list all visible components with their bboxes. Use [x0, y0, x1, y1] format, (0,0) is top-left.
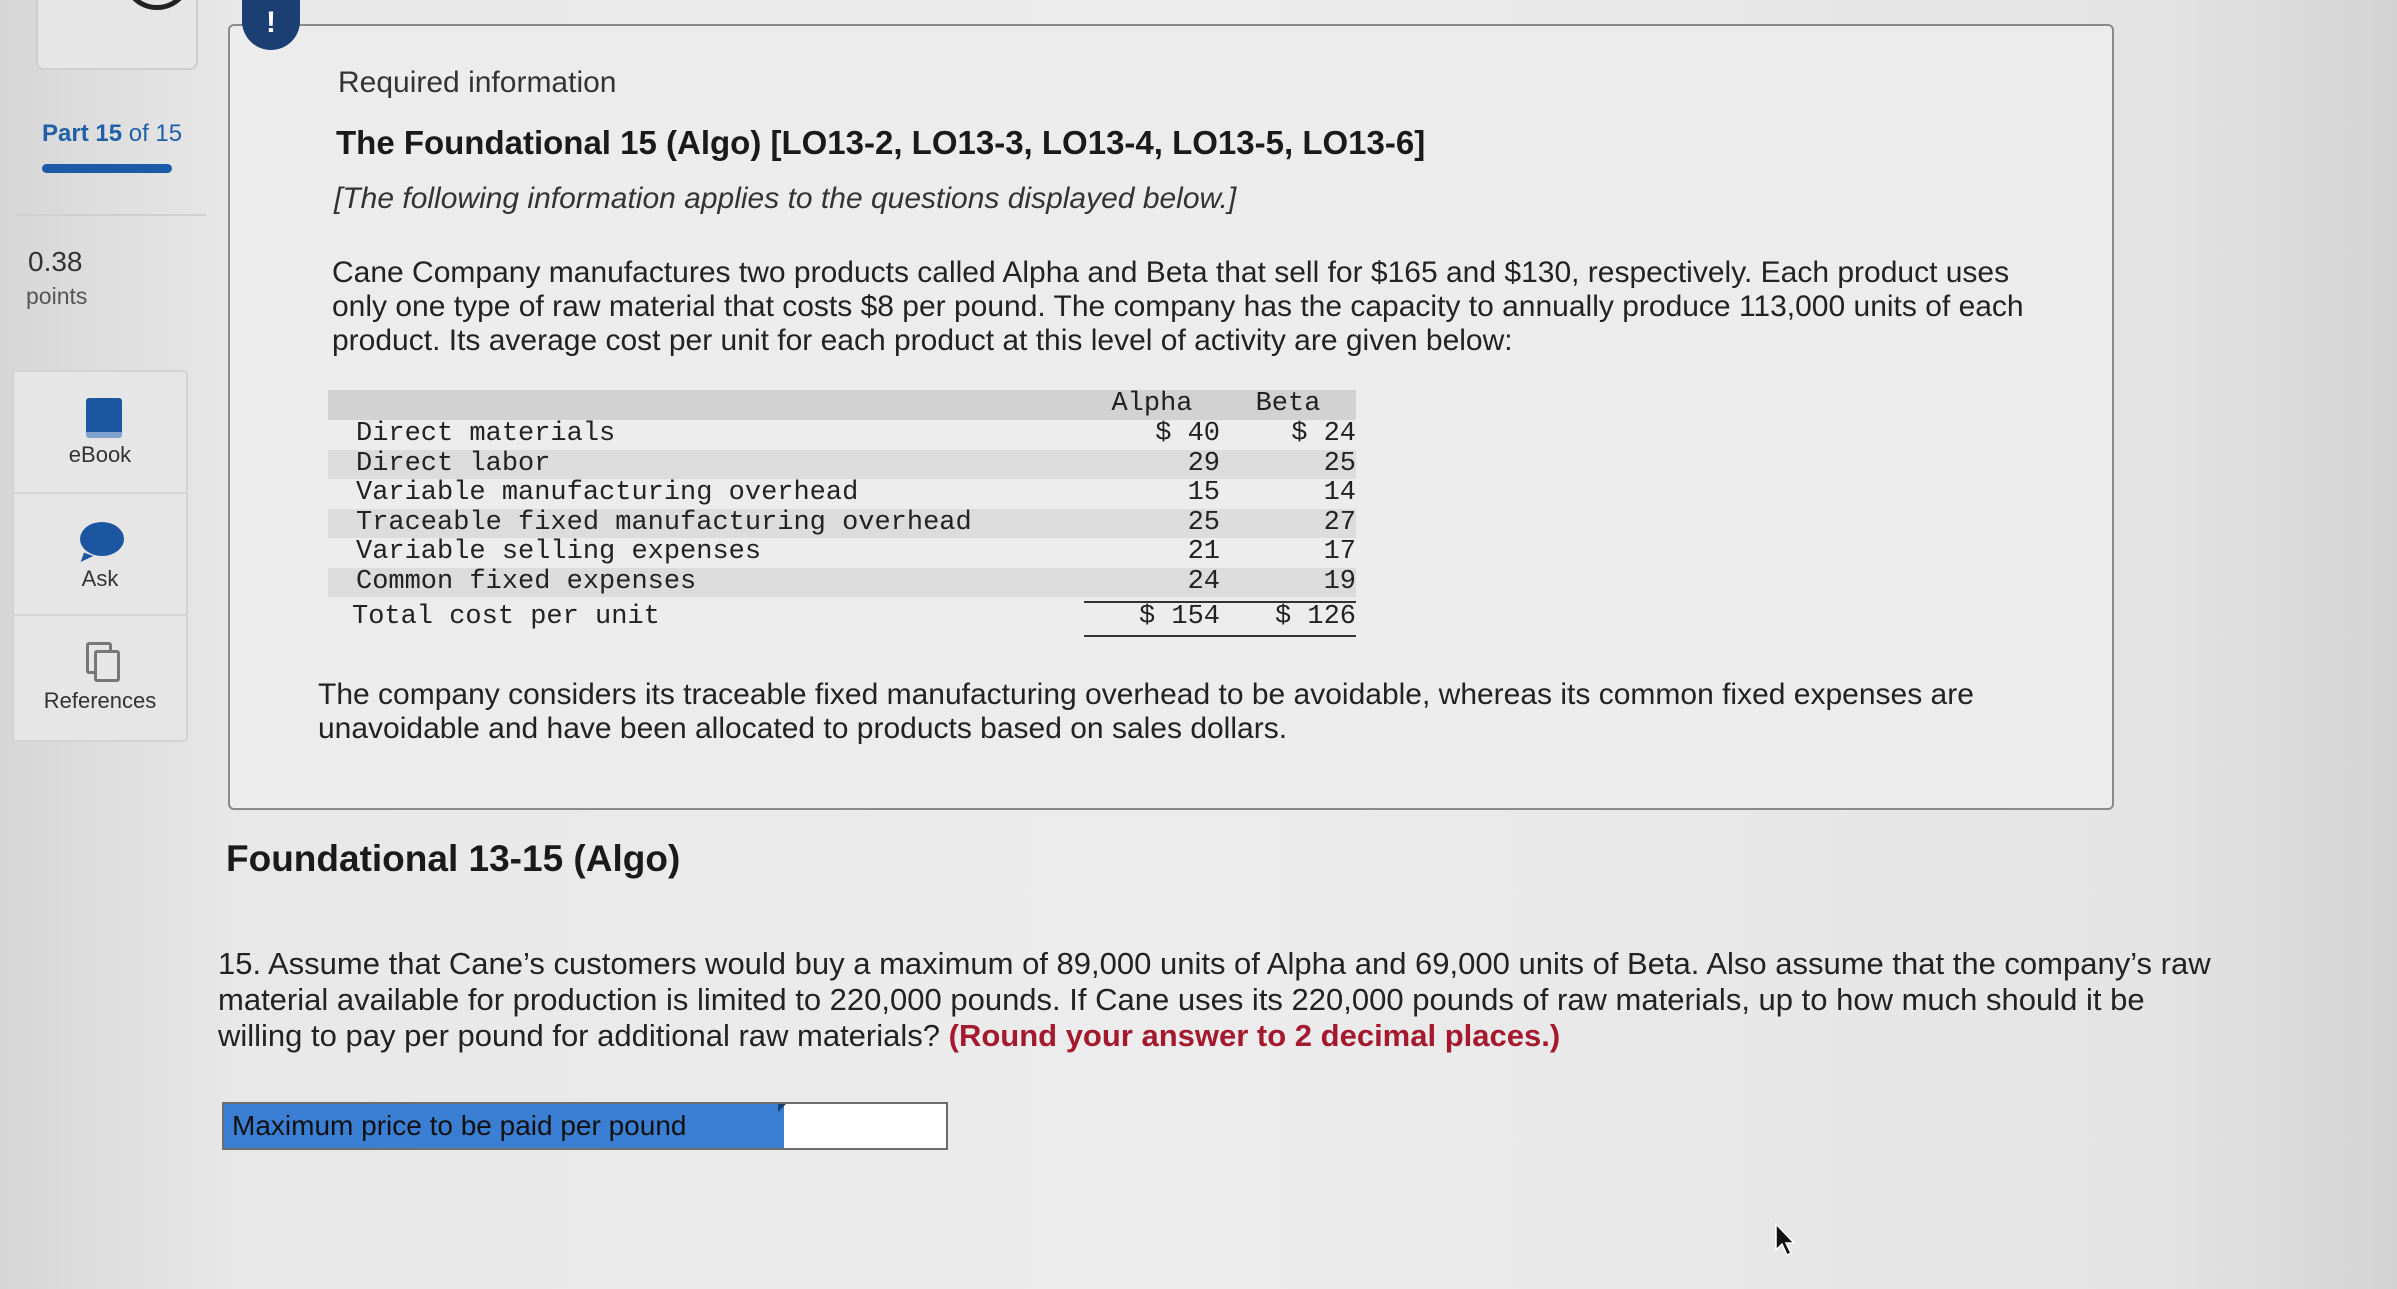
rounding-instruction: (Round your answer to 2 decimal places.) — [948, 1018, 1561, 1053]
total-label: Total cost per unit — [352, 602, 660, 632]
rail-divider — [14, 214, 206, 216]
question-text — [218, 946, 2218, 1054]
table-row — [328, 538, 1356, 568]
table-row — [328, 509, 1356, 539]
question-heading: Foundational 13-15 (Algo) — [226, 838, 681, 879]
alpha-value: 29 — [1187, 448, 1220, 479]
alpha-value: 24 — [1187, 566, 1220, 597]
alpha-value: 15 — [1187, 478, 1220, 508]
applies-note: [The following information applies to the questions displayed below.] — [334, 182, 1237, 215]
beta-value: $ 24 — [1291, 419, 1356, 449]
progress-ring-icon — [122, 0, 192, 10]
references-icon — [84, 640, 124, 684]
row-label: Direct labor — [356, 448, 551, 479]
table-total-row — [328, 597, 1356, 637]
previous-part-tab[interactable] — [36, 0, 198, 70]
table-row — [328, 420, 1356, 450]
beta-total: $ 126 — [1274, 602, 1356, 632]
ebook-icon — [86, 398, 122, 438]
answer-label: Maximum price to be paid per pound — [224, 1104, 784, 1148]
part-progress-bar — [42, 164, 172, 173]
problem-title: The Foundational 15 (Algo) [LO13-2, LO13-3, LO13-4, LO13-5, LO13-6] — [336, 124, 1426, 161]
part-total: of 15 — [128, 120, 183, 147]
alpha-total: $ 154 — [1138, 602, 1220, 632]
row-label: Direct materials — [356, 419, 616, 449]
references-label: References — [43, 688, 157, 713]
total-rule — [1084, 635, 1356, 637]
table-row — [328, 568, 1356, 598]
row-label: Variable selling expenses — [356, 537, 762, 567]
alpha-value: 21 — [1187, 537, 1220, 567]
question-body: 15. Assume that Cane’s customers would buy a maximum of 89,000 units of Alpha and 69,000 units of Beta. Also assume that the company’s raw material available for production is limited to 220,000 pounds. If Cane uses its 220,000 pounds of raw materials, up to how much should it be willing to pay per pound for additional raw materials? — [218, 946, 2211, 1053]
beta-value: 14 — [1323, 478, 1356, 508]
points-value: 0.38 — [28, 246, 83, 277]
points-label: points — [26, 283, 88, 309]
alpha-value: 25 — [1187, 507, 1220, 538]
row-label: Traceable fixed manufacturing overhead — [356, 507, 972, 538]
required-info-heading: Required information — [338, 66, 617, 99]
answer-row — [222, 1102, 948, 1150]
part-current: 15 — [95, 120, 123, 147]
ebook-button[interactable] — [14, 372, 186, 494]
table-row — [328, 479, 1356, 509]
alert-icon: ! — [242, 0, 300, 50]
col-beta: Beta — [1255, 389, 1321, 419]
references-button[interactable] — [14, 616, 186, 738]
beta-value: 19 — [1323, 566, 1356, 597]
beta-value: 27 — [1323, 507, 1356, 538]
part-prefix: Part — [42, 120, 89, 147]
mouse-cursor-icon — [1774, 1222, 1798, 1258]
closing-paragraph: The company considers its traceable fixed manufacturing overhead to be avoidable, whereas its common fixed expenses are unavoidable and have been allocated to products based on sales dollars. — [318, 678, 1974, 745]
ask-label: Ask — [81, 566, 119, 591]
alpha-value: $ 40 — [1155, 419, 1220, 449]
col-alpha: Alpha — [1111, 389, 1193, 419]
beta-value: 17 — [1323, 537, 1356, 567]
cost-table — [328, 390, 1356, 637]
intro-paragraph: Cane Company manufactures two products called Alpha and Beta that sell for $165 and $130, respectively. Each product uses only one type of raw material that costs $8 per pound. The company has the capacity to annually produce 113,000 units of each product. Its average cost per unit for each product at this level of activity are given below: — [332, 256, 2024, 357]
table-header — [328, 390, 1356, 420]
max-price-input[interactable] — [786, 1106, 944, 1146]
row-label: Variable manufacturing overhead — [356, 478, 859, 508]
table-row — [328, 450, 1356, 480]
tool-panel — [12, 370, 188, 742]
ebook-label: eBook — [68, 442, 132, 467]
part-indicator[interactable] — [42, 120, 182, 148]
chat-bubble-icon — [80, 522, 124, 556]
beta-value: 25 — [1323, 448, 1356, 479]
ask-button[interactable] — [14, 494, 186, 616]
row-label: Common fixed expenses — [356, 566, 697, 597]
